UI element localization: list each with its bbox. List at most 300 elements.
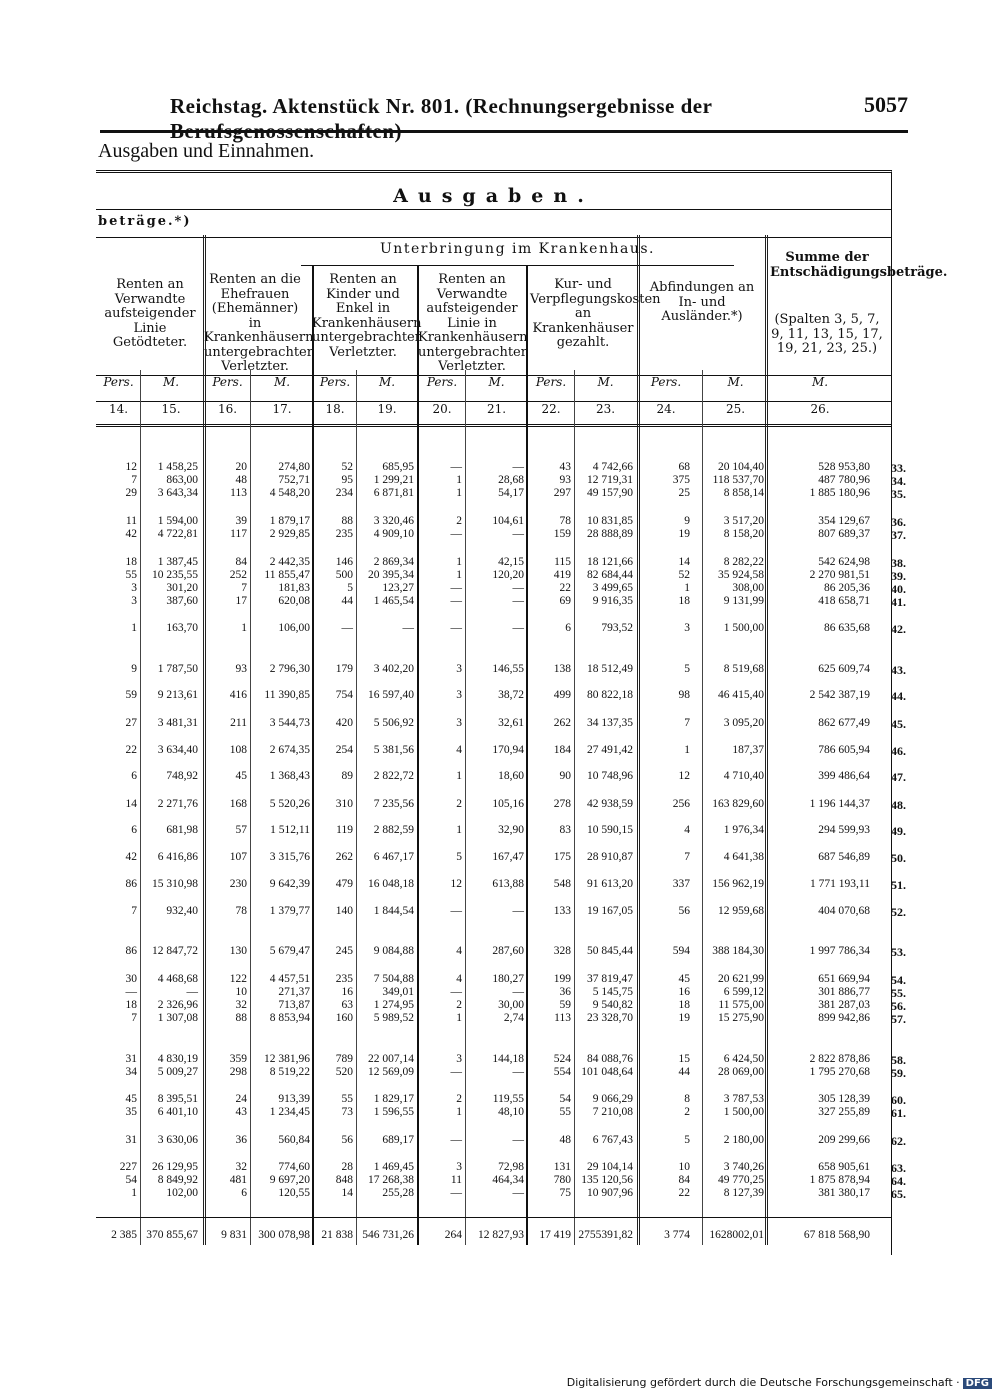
table-cell: 11 390,85 (264, 689, 310, 701)
table-cell: 774,60 (278, 1161, 310, 1173)
table-cell: 1 196 144,37 (809, 798, 870, 810)
table-cell: 9 131,99 (723, 595, 764, 607)
group-header-unterbringung: Unterbringung im Krankenhaus. (380, 241, 655, 257)
table-cell: — (186, 986, 198, 998)
totals-divider (96, 1217, 891, 1218)
row-number: 55. (891, 986, 906, 1000)
total-cell: 67 818 568,90 (803, 1229, 870, 1241)
row-number: 62. (891, 1134, 906, 1148)
table-cell: 68 (678, 461, 690, 473)
unit-mark: M. (727, 375, 744, 389)
unit-mark: M. (162, 375, 180, 389)
table-cell: 227 (119, 1161, 137, 1173)
table-cell: 4 742,66 (592, 461, 633, 473)
table-cell: 12 (678, 770, 690, 782)
table-cell: 5 145,75 (592, 986, 633, 998)
table-cell: 50 845,44 (587, 945, 633, 957)
table-cell: 84 (678, 1174, 690, 1186)
table-cell: 181,83 (278, 582, 310, 594)
table-cell: 107 (229, 851, 247, 863)
table-cell: — (450, 461, 462, 473)
table-cell: 620,08 (278, 595, 310, 607)
table-cell: 1 (456, 487, 462, 499)
table-cell: 305 128,39 (818, 1093, 870, 1105)
table-cell: 500 (335, 569, 353, 581)
column-rule (465, 370, 466, 1245)
table-cell: 44 (678, 1066, 690, 1078)
table-cell: 84 088,76 (587, 1053, 633, 1065)
table-cell: 2 326,96 (157, 999, 198, 1011)
table-cell: 36 (235, 1134, 247, 1146)
table-cell: — (512, 1066, 524, 1078)
table-cell: 681,98 (166, 824, 198, 836)
table-cell: 1 500,00 (723, 1106, 764, 1118)
table-cell: 262 (553, 717, 571, 729)
table-cell: 11 855,47 (264, 569, 310, 581)
table-cell: 104,61 (492, 515, 524, 527)
column-rule (140, 370, 141, 1245)
table-cell: 22 (125, 744, 137, 756)
table-cell: 12 959,68 (718, 905, 764, 917)
table-cell: 163,70 (166, 622, 198, 634)
total-cell: 2 385 (111, 1229, 137, 1241)
table-cell: 2 882,59 (373, 824, 414, 836)
table-cell: 1 368,43 (269, 770, 310, 782)
table-cell: 2 822 878,86 (809, 1053, 870, 1065)
table-cell: 748,92 (166, 770, 198, 782)
unit-pers: Pers. (535, 375, 567, 389)
table-cell: 22 (678, 1187, 690, 1199)
table-cell: 80 822,18 (587, 689, 633, 701)
column-number: 24. (656, 402, 676, 416)
row-number: 60. (891, 1093, 906, 1107)
table-cell: 43 (559, 461, 571, 473)
table-cell: 7 235,56 (373, 798, 414, 810)
table-cell: 16 (678, 986, 690, 998)
table-cell: 1 512,11 (270, 824, 310, 836)
table-cell: 170,94 (492, 744, 524, 756)
table-cell: 18 (125, 556, 137, 568)
table-cell: 381 380,17 (818, 1187, 870, 1199)
table-cell: 3 (131, 582, 137, 594)
table-cell: — (450, 528, 462, 540)
table-cell: 1 (456, 556, 462, 568)
table-cell: 31 (125, 1053, 137, 1065)
table-cell: 42 (125, 528, 137, 540)
table-cell: 1 (456, 1012, 462, 1024)
table-cell: 3 634,40 (157, 744, 198, 756)
unit-mark: M. (811, 375, 829, 389)
table-cell: 3 643,34 (157, 487, 198, 499)
table-cell: 7 (684, 851, 690, 863)
table-cell: 1 885 180,96 (809, 487, 870, 499)
table-cell: — (450, 1134, 462, 1146)
table-cell: 1 (241, 622, 247, 634)
table-cell: 17 (235, 595, 247, 607)
table-cell: 12 (125, 461, 137, 473)
table-cell: 5 (684, 1134, 690, 1146)
table-cell: 78 (559, 515, 571, 527)
table-cell: 1 379,77 (269, 905, 310, 917)
table-cell: 234 (335, 487, 353, 499)
table-cell: 301,20 (166, 582, 198, 594)
table-cell: 252 (229, 569, 247, 581)
table-cell: — (402, 622, 414, 634)
total-cell: 370 855,67 (146, 1229, 198, 1241)
table-cell: 56 (678, 905, 690, 917)
betrage-label: beträge.*) (98, 214, 192, 229)
table-cell: 327 255,89 (818, 1106, 870, 1118)
row-number: 46. (891, 744, 906, 758)
table-cell: 12 381,96 (264, 1053, 310, 1065)
page-header (100, 90, 908, 143)
table-cell: 786 605,94 (818, 744, 870, 756)
table-cell: 863,00 (166, 474, 198, 486)
table-cell: 180,27 (492, 973, 524, 985)
table-cell: 49 157,90 (587, 487, 633, 499)
table-cell: 862 677,49 (818, 717, 870, 729)
table-cell: 658 905,61 (818, 1161, 870, 1173)
table-cell: 404 070,68 (818, 905, 870, 917)
table-cell: 18 (125, 999, 137, 1011)
table-cell: 262 (335, 851, 353, 863)
table-cell: 55 (341, 1093, 353, 1105)
table-cell: 420 (335, 717, 353, 729)
table-cell: 689,17 (382, 1134, 414, 1146)
table-cell: 399 486,64 (818, 770, 870, 782)
table-cell: 1 875 878,94 (809, 1174, 870, 1186)
table-cell: 12 719,31 (587, 474, 633, 486)
table-cell: 1 (131, 1187, 137, 1199)
row-number: 36. (891, 515, 906, 529)
table-cell: 14 (678, 556, 690, 568)
table-cell: 4 710,40 (723, 770, 764, 782)
table-cell: 83 (559, 824, 571, 836)
table-cell: 18,60 (498, 770, 524, 782)
table-cell: 487 780,96 (818, 474, 870, 486)
row-number: 51. (891, 878, 906, 892)
row-number: 58. (891, 1053, 906, 1067)
table-cell: 187,37 (732, 744, 764, 756)
table-cell: 6 767,43 (592, 1134, 633, 1146)
table-cell: 4 457,51 (269, 973, 310, 985)
row-number: 49. (891, 824, 906, 838)
table-cell: 8 158,20 (723, 528, 764, 540)
table-cell: 12 569,09 (368, 1066, 414, 1078)
table-cell: 4 722,81 (157, 528, 198, 540)
table-cell: 28 888,89 (587, 528, 633, 540)
column-number: 14. (108, 402, 129, 416)
table-cell: 95 (341, 474, 353, 486)
table-cell: 55 (559, 1106, 571, 1118)
table-cell: 542 624,98 (818, 556, 870, 568)
table-cell: 56 (341, 1134, 353, 1146)
table-cell: 82 684,44 (587, 569, 633, 581)
total-cell: 17 419 (539, 1229, 571, 1241)
table-cell: 18 512,49 (587, 663, 633, 675)
table-cell: 3 402,20 (373, 663, 414, 675)
table-cell: 3 517,20 (723, 515, 764, 527)
table-cell: 464,34 (492, 1174, 524, 1186)
table-cell: — (512, 528, 524, 540)
unit-pers: Pers. (103, 375, 134, 389)
table-cell: 1 465,54 (373, 595, 414, 607)
column-rule (250, 370, 251, 1245)
table-cell: 8 282,22 (723, 556, 764, 568)
table-cell: 91 613,20 (587, 878, 633, 890)
table-cell: 3 315,76 (269, 851, 310, 863)
page-number: 5057 (864, 92, 908, 117)
table-cell: 6 599,12 (723, 986, 764, 998)
table-cell: 37 819,47 (587, 973, 633, 985)
unit-pers: Pers. (426, 375, 458, 389)
table-cell: 5 (684, 663, 690, 675)
table-cell: 19 (678, 528, 690, 540)
table-cell: 45 (678, 973, 690, 985)
table-cell: 113 (554, 1012, 571, 1024)
table-cell: — (512, 1134, 524, 1146)
table-cell: — (512, 905, 524, 917)
table-cell: 4 (456, 973, 462, 985)
table-cell: 12 (450, 878, 462, 890)
table-cell: 256 (672, 798, 690, 810)
column-number: 26. (810, 402, 830, 416)
table-cell: 4 830,19 (157, 1053, 198, 1065)
row-number: 57. (891, 1012, 906, 1026)
table-cell: 32 (235, 1161, 247, 1173)
table-cell: 209 299,66 (818, 1134, 870, 1146)
table-cell: 11 575,00 (718, 999, 764, 1011)
table-cell: 235 (335, 973, 353, 985)
table-cell: 75 (559, 1187, 571, 1199)
table-cell: 752,71 (278, 474, 310, 486)
column-rule (574, 370, 575, 1245)
table-cell: 175 (553, 851, 571, 863)
col-head-16: Renten an die Ehefrauen (Ehemänner) in Krankenhäusern untergebrachter Verletzter. (204, 272, 314, 374)
table-cell: 713,87 (278, 999, 310, 1011)
table-cell: 2 929,85 (269, 528, 310, 540)
table-cell: 1 829,17 (373, 1093, 414, 1105)
table-cell: 230 (229, 878, 247, 890)
table-cell: 754 (335, 689, 353, 701)
table-cell: 98 (678, 689, 690, 701)
table-cell: 3 499,65 (592, 582, 633, 594)
table-cell: 8 395,51 (157, 1093, 198, 1105)
column-number: 15. (161, 402, 181, 416)
table-cell: 548 (553, 878, 571, 890)
column-number: 25. (725, 402, 746, 416)
table-cell: 211 (230, 717, 247, 729)
table-cell: 2 796,30 (269, 663, 310, 675)
row-number: 65. (891, 1187, 906, 1201)
row-number: 47. (891, 770, 906, 784)
table-cell: — (450, 986, 462, 998)
col-head-26-sub: (Spalten 3, 5, 7, 9, 11, 13, 15, 17, 19, 21, 23, 25.) (771, 312, 883, 356)
table-cell: 2 (684, 1106, 690, 1118)
row-number: 48. (891, 798, 906, 812)
table-cell: 9 084,88 (373, 945, 414, 957)
table-cell: 20 621,99 (718, 973, 764, 985)
table-cell: 26 129,95 (152, 1161, 198, 1173)
total-cell: 21 838 (321, 1229, 353, 1241)
table-cell: 78 (235, 905, 247, 917)
table-cell: 2 869,34 (373, 556, 414, 568)
table-cell: 9 066,29 (592, 1093, 633, 1105)
table-cell: 3 (456, 1053, 462, 1065)
table-cell: 90 (559, 770, 571, 782)
table-cell: 18 (678, 595, 690, 607)
table-cell: 1 594,00 (157, 515, 198, 527)
table-cell: 130 (229, 945, 247, 957)
table-cell: 1 (684, 582, 690, 594)
table-cell: 9 (131, 663, 137, 675)
divider (96, 209, 891, 210)
table-cell: 416 (229, 689, 247, 701)
table-cell: 163 829,60 (712, 798, 764, 810)
table-cell: 11 (450, 1174, 462, 1186)
table-cell: 8 858,14 (723, 487, 764, 499)
table-cell: 5 (347, 582, 353, 594)
table-cell: 5 989,52 (373, 1012, 414, 1024)
table-cell: 86 635,68 (824, 622, 870, 634)
table-cell: 3 320,46 (373, 515, 414, 527)
table-cell: 2 270 981,51 (809, 569, 870, 581)
table-cell: 84 (235, 556, 247, 568)
table-cell: 45 (125, 1093, 137, 1105)
table-cell: 524 (553, 1053, 571, 1065)
table-cell: 135 120,56 (581, 1174, 633, 1186)
table-cell: 36 (559, 986, 571, 998)
table-cell: 131 (553, 1161, 571, 1173)
table-cell: 6 871,81 (373, 487, 414, 499)
column-number: 20. (432, 402, 452, 416)
table-cell: 86 (125, 945, 137, 957)
divider (96, 424, 891, 427)
table-cell: 7 (131, 474, 137, 486)
col-head-20: Renten an Verwandte aufsteigender Linie in Krankenhäusern untergebrachter Verletzter. (418, 272, 528, 374)
divider (301, 265, 734, 266)
total-cell: 3 774 (664, 1229, 690, 1241)
table-cell: 3 (456, 689, 462, 701)
table-cell: 16 597,40 (368, 689, 414, 701)
table-cell: 20 (235, 461, 247, 473)
table-cell: 328 (553, 945, 571, 957)
table-cell: 7 (241, 582, 247, 594)
table-cell: 387,60 (166, 595, 198, 607)
row-number: 53. (891, 945, 906, 959)
table-cell: 15 310,98 (152, 878, 198, 890)
table-cell: 807 689,37 (818, 528, 870, 540)
column-number: 17. (272, 402, 292, 416)
unit-pers: Pers. (650, 375, 682, 389)
total-cell: 1628002,01 (709, 1229, 764, 1241)
row-number: 61. (891, 1106, 906, 1120)
table-cell: 3 095,20 (723, 717, 764, 729)
table-cell: 932,40 (166, 905, 198, 917)
table-cell: 55 (125, 569, 137, 581)
table-cell: 10 590,15 (587, 824, 633, 836)
table-cell: 118 537,70 (712, 474, 764, 486)
table-cell: 2,74 (503, 1012, 524, 1024)
table-cell: 7 (131, 905, 137, 917)
table-cell: 1 879,17 (269, 515, 310, 527)
table-cell: 32,61 (498, 717, 524, 729)
table-cell: 7 (684, 717, 690, 729)
table-cell: — (450, 595, 462, 607)
table-cell: 9 213,61 (157, 689, 198, 701)
table-cell: 1 (456, 474, 462, 486)
table-cell: 45 (235, 770, 247, 782)
row-number: 63. (891, 1161, 906, 1175)
table-cell: 34 (125, 1066, 137, 1078)
table-cell: 6 (565, 622, 571, 634)
table-cell: 15 (678, 1053, 690, 1065)
total-cell: 300 078,98 (258, 1229, 310, 1241)
table-cell: 93 (235, 663, 247, 675)
table-cell: 1 307,08 (157, 1012, 198, 1024)
table-cell: 44 (341, 595, 353, 607)
total-cell: 546 731,26 (362, 1229, 414, 1241)
table-cell: 23 328,70 (587, 1012, 633, 1024)
header-title: Reichstag. Aktenstück Nr. 801. (Rechnungsergebnisse der Berufsgenossenschaften) (170, 94, 713, 143)
table-cell: 1 (456, 824, 462, 836)
table-cell: 3 (684, 622, 690, 634)
column-number: 23. (595, 402, 616, 416)
table-cell: 12 847,72 (152, 945, 198, 957)
table-cell: 10 (235, 986, 247, 998)
table-cell: 5 506,92 (373, 717, 414, 729)
table-cell: 28 069,00 (718, 1066, 764, 1078)
table-cell: 479 (335, 878, 353, 890)
table-cell: 9 540,82 (592, 999, 633, 1011)
table-cell: 625 609,74 (818, 663, 870, 675)
table-cell: 4 468,68 (157, 973, 198, 985)
table-cell: 156 962,19 (712, 878, 764, 890)
table-cell: 3 544,73 (269, 717, 310, 729)
table-cell: 11 (125, 515, 137, 527)
table-cell: 73 (341, 1106, 353, 1118)
table-cell: 52 (341, 461, 353, 473)
table-cell: 4 (456, 945, 462, 957)
table-cell: 6 (241, 1187, 247, 1199)
table-cell: 14 (341, 1187, 353, 1199)
table-cell: 105,16 (492, 798, 524, 810)
table-cell: 14 (125, 798, 137, 810)
table-cell: 388 184,30 (712, 945, 764, 957)
table-cell: 32,90 (498, 824, 524, 836)
table-cell: 48 (559, 1134, 571, 1146)
table-cell: 54 (125, 1174, 137, 1186)
table-cell: 42 (125, 851, 137, 863)
table-cell: 29 (125, 487, 137, 499)
table-cell: 560,84 (278, 1134, 310, 1146)
table-cell: 117 (230, 528, 247, 540)
table-cell: 48 (235, 474, 247, 486)
col-head-22: Kur- und Verpflegungskosten an Krankenhäuser gezahlt. (530, 277, 661, 350)
table-cell: 287,60 (492, 945, 524, 957)
row-number: 35. (891, 487, 906, 501)
table-cell: 1 771 193,11 (810, 878, 870, 890)
column-number: 21. (486, 402, 507, 416)
table-cell: 8 519,22 (269, 1066, 310, 1078)
table-cell: 1 787,50 (157, 663, 198, 675)
table-cell: 10 907,96 (587, 1187, 633, 1199)
row-number: 52. (891, 905, 906, 919)
table-cell: 1 (456, 569, 462, 581)
total-cell: 12 827,93 (478, 1229, 524, 1241)
table-cell: 1 (456, 770, 462, 782)
table-cell: 337 (672, 878, 690, 890)
